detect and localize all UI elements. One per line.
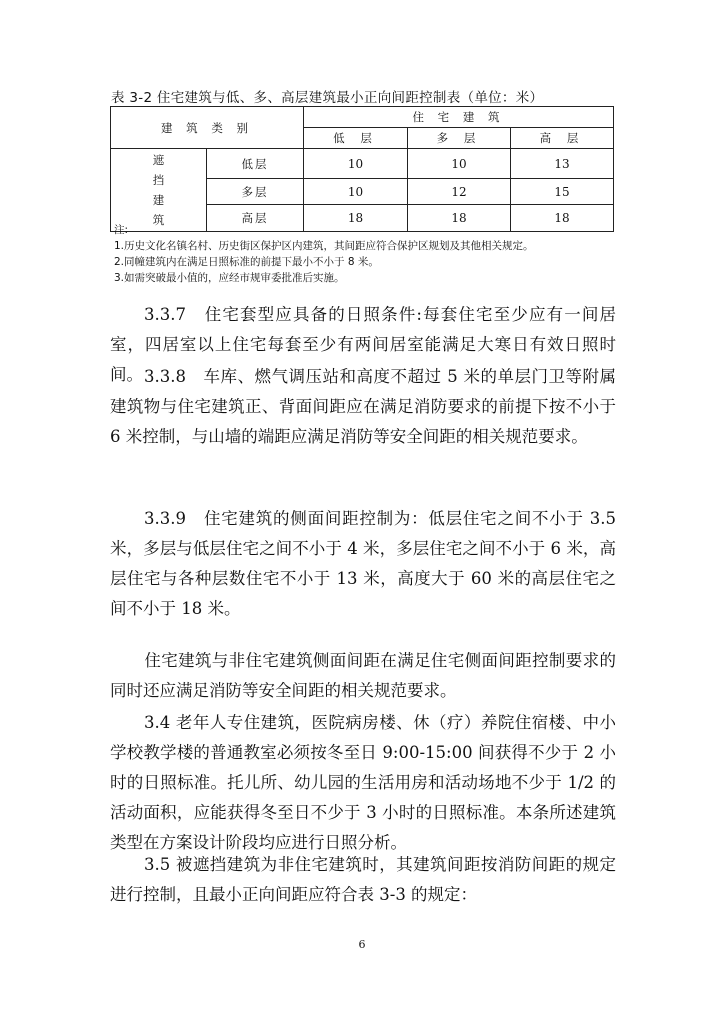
table-cell: 13	[511, 149, 614, 179]
notes-title: 注:	[114, 224, 129, 236]
paragraph-side-spacing: 住宅建筑与非住宅建筑侧面间距在满足住宅侧面间距控制要求的同时还应满足消防等安全间距的相关规范要求。	[110, 651, 616, 700]
column-header-low: 低 层	[304, 128, 408, 149]
table-cell: 15	[511, 179, 614, 205]
column-header-mid: 多 层	[408, 128, 511, 149]
column-header-high: 高 层	[511, 128, 614, 149]
paragraph-3-3-8: 3.3.8 车库、燃气调压站和高度不超过 5 米的单层门卫等附属建筑物与住宅建筑正、背面间距应在满足消防要求的前提下按不小于 6 米控制，与山墙的端距应满足消防等安全间距的相关规范要求。	[110, 367, 616, 446]
paragraph-3-3-7: 3.3.7 住宅套型应具备的日照条件:每套住宅至少应有一间居室，四居室以上住宅每套至少有两间居室能满足大寒日有效日照时间。	[110, 305, 616, 384]
paragraph-3-4: 3.4 老年人专住建筑，医院病房楼、休（疗）养院住宿楼、中小学校教学楼的普通教室必须按冬至日 9:00-15:00 间获得不少于 2 小时的日照标准。托儿所、幼儿园的生活用房和活动场地不少于 1/2 的活动面积，应能获得冬至日不少于 3 小时的日照标准。本条所述建筑类型在方案设计阶段均应进行日照分析。	[110, 713, 616, 852]
row-label-low: 低层	[207, 149, 304, 179]
table-cell: 10	[408, 149, 511, 179]
paragraph-3-5: 3.5 被遮挡建筑为非住宅建筑时，其建筑间距按消防间距的规定进行控制，且最小正向间距应符合表 3-3 的规定：	[110, 855, 616, 904]
table-caption: 表 3-2 住宅建筑与低、多、高层建筑最小正向间距控制表（单位：米）	[111, 90, 544, 106]
table-cell: 12	[408, 179, 511, 205]
paragraph-3-3-9: 3.3.9 住宅建筑的侧面间距控制为：低层住宅之间不小于 3.5 米，多层与低层住宅之间不小于 4 米，多层住宅之间不小于 6 米，高层住宅与各种层数住宅不小于 13 米，高度大于 60 米的高层住宅之间不小于 18 米。	[110, 509, 616, 618]
table-cell: 10	[304, 179, 408, 205]
table-cell: 10	[304, 149, 408, 179]
row-label-high: 高层	[207, 205, 304, 232]
table-group-header: 住 宅 建 筑	[304, 107, 614, 128]
spacing-table	[110, 106, 614, 232]
page-number: 6	[358, 938, 366, 951]
table-cell: 18	[408, 205, 511, 232]
note-item: 1.历史文化名镇名村、历史街区保护区内建筑，其间距应符合保护区规划及其他相关规定。	[114, 240, 534, 252]
table-cell: 18	[511, 205, 614, 232]
table-notes	[114, 222, 624, 286]
note-item: 3.如需突破最小值的，应经市规审委批准后实施。	[114, 272, 345, 284]
row-group-label: 遮 挡 建 筑	[111, 149, 207, 232]
note-item: 2.同幢建筑内在满足日照标准的前提下最小不小于 8 米。	[114, 256, 379, 268]
row-label-mid: 多层	[207, 179, 304, 205]
table-cell: 18	[304, 205, 408, 232]
table-corner-header: 建 筑 类 别	[111, 107, 304, 149]
